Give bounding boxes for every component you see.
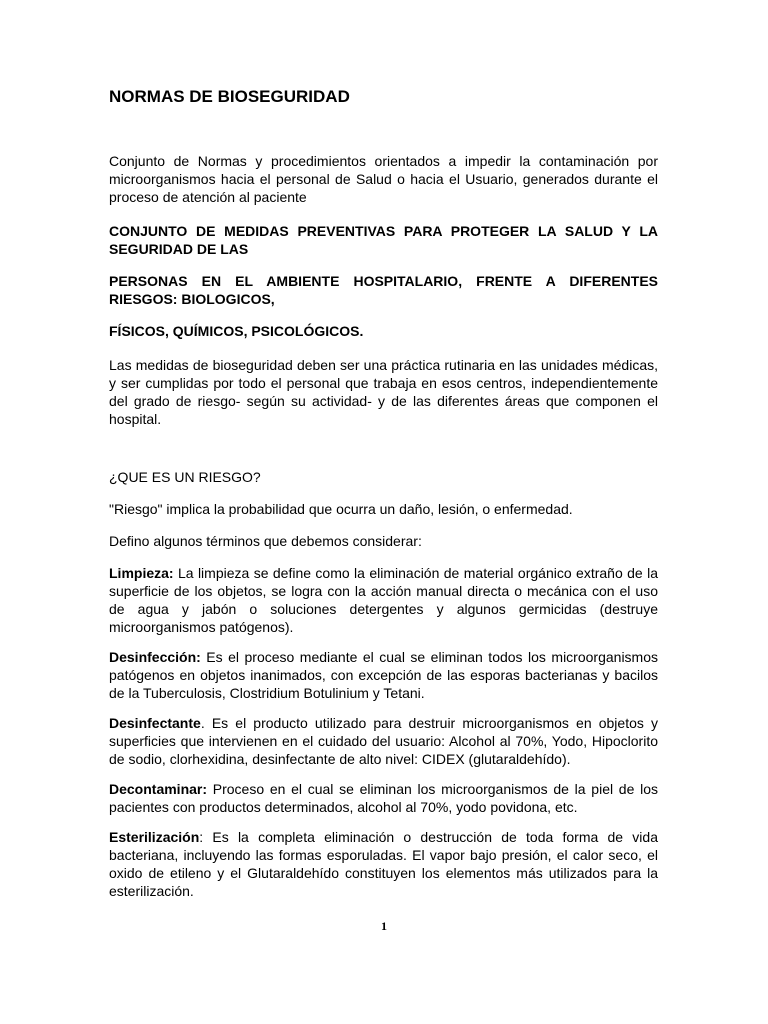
- term-text: La limpieza se define como la eliminación de material orgánico extraño de la superficie de los objetos, se logra con la acción manual directa o mecánica con el uso de agua y jabón o soluciones detergentes y algunos germicidas (destruye microorganismos patógenos).: [109, 565, 658, 635]
- document-title: NORMAS DE BIOSEGURIDAD: [109, 87, 350, 106]
- document-page: [109, 86, 658, 900]
- term-label: Limpieza:: [109, 565, 174, 581]
- bold-statement-3: FÍSICOS, QUÍMICOS, PSICOLÓGICOS.: [109, 323, 364, 339]
- measures-paragraph: Las medidas de bioseguridad deben ser una práctica rutinaria en las unidades médicas, y ser cumplidas por todo el personal que trabaja en esos centros, independientemente del grado de riesgo- según su actividad- y de las diferentes áreas que componen el hospital.: [109, 357, 658, 427]
- term-label: Desinfección:: [109, 649, 201, 665]
- term-text: : Es la completa eliminación o destrucción de toda forma de vida bacteriana, incluyendo las formas esporuladas. El vapor bajo presión, el calor seco, el oxido de etileno y el Glutaraldehído constituyen los elementos más utilizados para la esterilización.: [109, 829, 658, 899]
- term-text: Proceso en el cual se eliminan los microorganismos de la piel de los pacientes con productos determinados, alcohol al 70%, yodo povidona, etc.: [109, 781, 658, 815]
- term-text: . Es el producto utilizado para destruir microorganismos en objetos y superficies que intervienen en el cuidado del usuario: Alcohol al 70%, Yodo, Hipoclorito de sodio, clorhexidina, desinfectante de alto nivel: CIDEX (glutaraldehído).: [109, 715, 658, 767]
- risk-question: ¿QUE ES UN RIESGO?: [109, 469, 261, 485]
- term-paragraph-decontaminar: [109, 780, 658, 816]
- term-label: Esterilización: [109, 829, 200, 845]
- term-paragraph-esterilizacion: [109, 828, 658, 900]
- intro-paragraph: Conjunto de Normas y procedimientos orientados a impedir la contaminación por microorganismos hacia el personal de Salud o hacia el Usuario, generados durante el proceso de atención al paciente: [109, 153, 658, 205]
- term-label: Desinfectante: [109, 715, 201, 731]
- term-paragraph-limpieza: [109, 564, 658, 636]
- term-label: Decontaminar:: [109, 781, 208, 797]
- bold-statement-2: PERSONAS EN EL AMBIENTE HOSPITALARIO, FRENTE A DIFERENTES RIESGOS: BIOLOGICOS,: [109, 273, 658, 307]
- term-text: Es el proceso mediante el cual se eliminan todos los microorganismos patógenos en objetos inanimados, con excepción de las esporas bacterianas y bacilos de la Tuberculosis, Clostridium Botulinium y Tetani.: [109, 649, 658, 701]
- term-paragraph-desinfeccion: [109, 648, 658, 702]
- page-number: 1: [381, 919, 387, 933]
- bold-statement-1: CONJUNTO DE MEDIDAS PREVENTIVAS PARA PROTEGER LA SALUD Y LA SEGURIDAD DE LAS: [109, 223, 658, 257]
- risk-definition: "Riesgo" implica la probabilidad que ocurra un daño, lesión, o enfermedad.: [109, 501, 573, 517]
- terms-intro: Defino algunos términos que debemos considerar:: [109, 533, 422, 549]
- term-paragraph-desinfectante: [109, 714, 658, 768]
